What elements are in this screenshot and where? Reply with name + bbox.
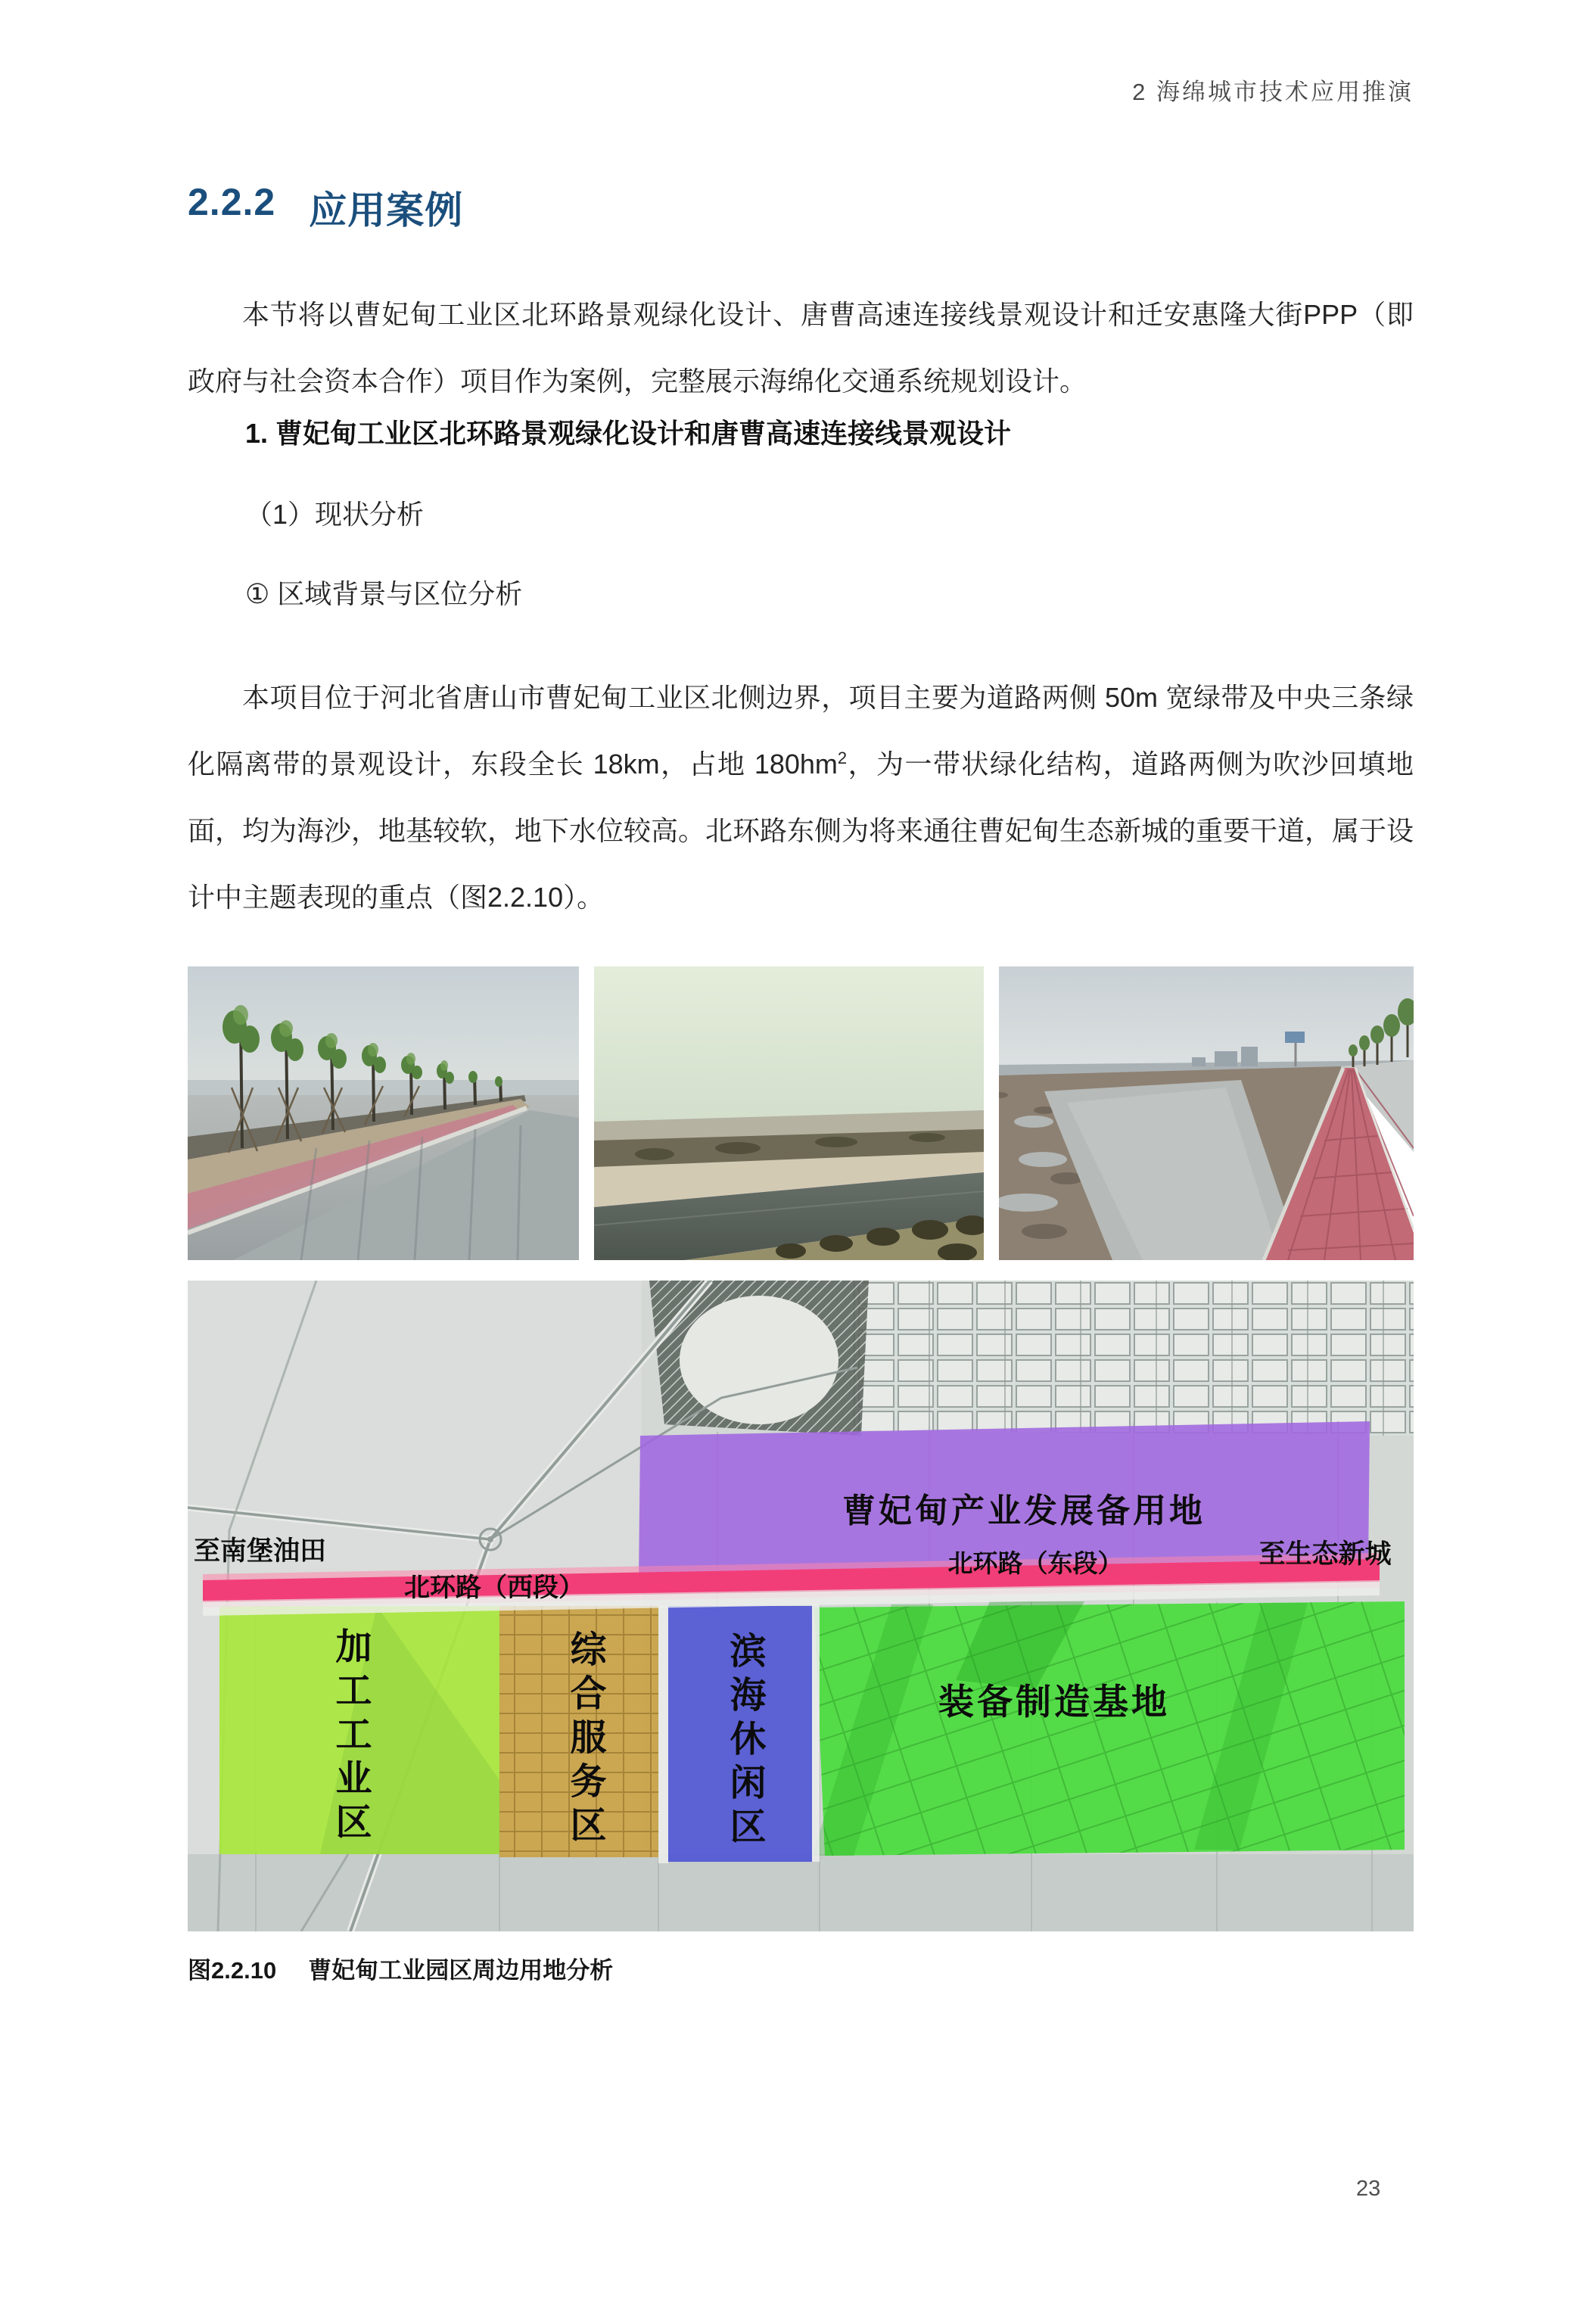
- figure-caption-title: 曹妃甸工业园区周边用地分析: [308, 1957, 614, 1984]
- page-number: 23: [1356, 2177, 1381, 2201]
- running-header: 2 海绵城市技术应用推演: [1132, 79, 1414, 105]
- section-heading: [188, 180, 463, 235]
- land-use-map: [188, 1281, 1414, 1931]
- map-label-road-west: 北环路（西段）: [404, 1573, 584, 1602]
- list-item-1: （1）现状分析: [245, 499, 425, 530]
- sub-heading-1: 1. 曹妃甸工业区北环路景观绿化设计和唐曹高速连接线景观设计: [245, 418, 1012, 449]
- superscript-2: 2: [837, 748, 848, 767]
- map-label-zone-equipment: 装备制造基地: [938, 1682, 1170, 1722]
- map-label-zone-processing: 加工工业区: [330, 1627, 370, 1847]
- paragraph-project-a: 本项目位于河北省唐山市曹妃甸工业区北侧边界，项目主要为道路两侧 50m 宽绿带及中央三条绿化隔离带的景观设计，东段全长 18km，占地 180hm: [188, 682, 1414, 780]
- map-label-to-nanpu-oilfield: 至南堡油田: [194, 1536, 327, 1566]
- paragraph-project: [188, 664, 1414, 931]
- map-label-zone-leisure: 滨海休闲区: [724, 1632, 764, 1851]
- section-title: 应用案例: [309, 189, 464, 232]
- map-label-to-eco-city: 至生态新城: [1258, 1539, 1392, 1569]
- map-label-purple-zone: 曹妃甸产业发展备用地: [842, 1492, 1206, 1530]
- photo-new-road: [594, 966, 984, 1260]
- map-label-zone-service: 综合服务区: [565, 1630, 605, 1850]
- paragraph-project-b: ，为一带状绿化结构，道路两侧为吹沙回填地面，均为海沙，地基较软，地下水位较高。北环路东侧为将来通往曹妃甸生态新城的重要干道，属于设计中主题表现的重点（图2.2.10）。: [188, 748, 1414, 913]
- figure-caption: [188, 1951, 613, 1985]
- section-number: 2.2.2: [188, 181, 276, 223]
- photo-brick-sidewalk: [999, 966, 1414, 1260]
- paragraph-intro: 本节将以曹妃甸工业区北环路景观绿化设计、唐曹高速连接线景观设计和迁安惠隆大街PPP（即政府与社会资本合作）项目作为案例，完整展示海绵化交通系统规划设计。: [188, 299, 1414, 397]
- zone-green-equipment: [812, 1601, 1405, 1856]
- list-item-2: ① 区域背景与区位分析: [245, 578, 523, 609]
- photo-roadside-trees: [188, 966, 579, 1260]
- map-label-road-east: 北环路（东段）: [947, 1549, 1123, 1577]
- figure-caption-number: 图2.2.10: [188, 1957, 277, 1984]
- photo-strip: [188, 966, 1414, 1260]
